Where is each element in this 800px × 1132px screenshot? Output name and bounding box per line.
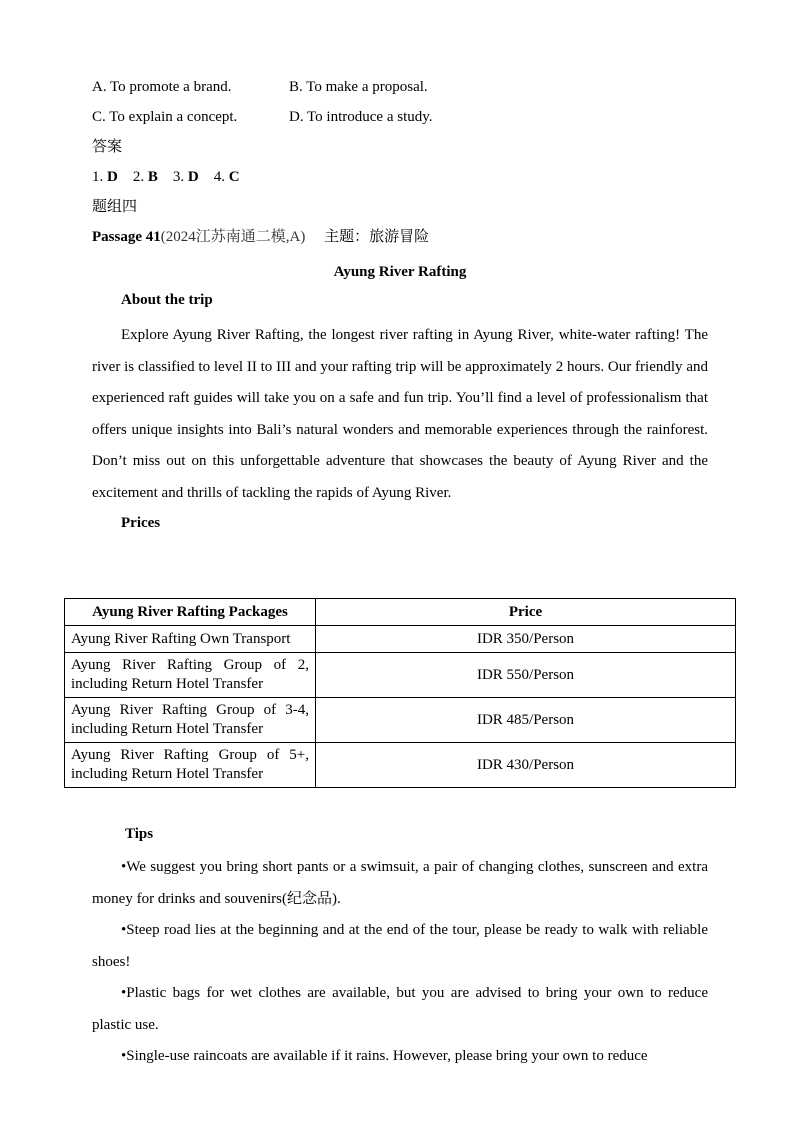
option-a: A. To promote a brand. [92, 79, 232, 95]
table-row [65, 698, 736, 743]
option-b: B. To make a proposal. [289, 79, 428, 95]
prices-table [64, 598, 736, 788]
document-body [92, 76, 708, 541]
tip-item: •Steep road lies at the beginning and at the end of the tour, please be ready to walk with reliable shoes! [92, 922, 708, 970]
tips-section [92, 822, 708, 1073]
answer-4-number: 4. [213, 169, 225, 185]
package-cell: Ayung River Rafting Own Transport [65, 626, 316, 653]
answer-4-value: C [228, 169, 240, 185]
table-row [65, 653, 736, 698]
answer-2-value: B [147, 169, 158, 185]
price-cell: IDR 485/Person [316, 698, 736, 743]
table-header-row [65, 599, 736, 626]
package-cell: Ayung River Rafting Group of 5+, including Return Hotel Transfer [65, 743, 316, 788]
tip-item: •Single-use raincoats are available if it rains. However, please bring your own to reduce [121, 1048, 648, 1064]
table-row [65, 743, 736, 788]
prices-heading: Prices [121, 515, 161, 531]
option-c: C. To explain a concept. [92, 109, 238, 125]
passage-label: Passage 41 [92, 229, 161, 245]
answer-3-number: 3. [172, 169, 185, 185]
answer-label: 答案 [92, 139, 123, 155]
tip-item: •Plastic bags for wet clothes are available, but you are advised to bring your own to reduce plastic use. [92, 985, 708, 1033]
price-column-header: Price [316, 599, 736, 626]
price-cell: IDR 350/Person [316, 626, 736, 653]
about-paragraph: Explore Ayung River Rafting, the longest river rafting in Ayung River, white-water rafting! The river is classified to level II to III and your rafting trip will be approximately 2 hours. Our friendly and experienced raft guides will take you on a safe and fun trip. You’ll find a level of professionalism that offers unique insights into Bali’s natural wonders and memorable experiences through the rainforest. Don’t miss out on this unforgettable adventure that showcases the beauty of Ayung River and the excitement and thrills of tackling the rapids of Ayung River. [92, 327, 708, 501]
answer-key [92, 166, 708, 196]
tips-heading: Tips [125, 826, 154, 842]
group-label: 题组四 [92, 199, 138, 215]
price-cell: IDR 550/Person [316, 653, 736, 698]
option-d: D. To introduce a study. [289, 109, 433, 125]
options-row-1 [92, 76, 708, 106]
package-cell: Ayung River Rafting Group of 2, including Return Hotel Transfer [65, 653, 316, 698]
answer-1-value: D [107, 169, 118, 185]
package-cell: Ayung River Rafting Group of 3-4, including Return Hotel Transfer [65, 698, 316, 743]
package-column-header: Ayung River Rafting Packages [65, 599, 316, 626]
passage-header [92, 226, 708, 256]
passage-source: (2024江苏南通二模,A) [160, 229, 306, 245]
answer-2-number: 2. [132, 169, 145, 185]
table-row [65, 626, 736, 653]
passage-topic: 主题：旅游冒险 [324, 229, 430, 245]
answer-1-number: 1. [92, 169, 104, 185]
answer-3-value: D [187, 169, 199, 185]
passage-title: Ayung River Rafting [333, 264, 467, 280]
price-cell: IDR 430/Person [316, 743, 736, 788]
tip-item: •We suggest you bring short pants or a swimsuit, a pair of changing clothes, sunscreen and extra money for drinks and souvenirs(纪念品). [92, 859, 708, 907]
options-row-2 [92, 106, 708, 136]
about-heading: About the trip [121, 292, 213, 308]
